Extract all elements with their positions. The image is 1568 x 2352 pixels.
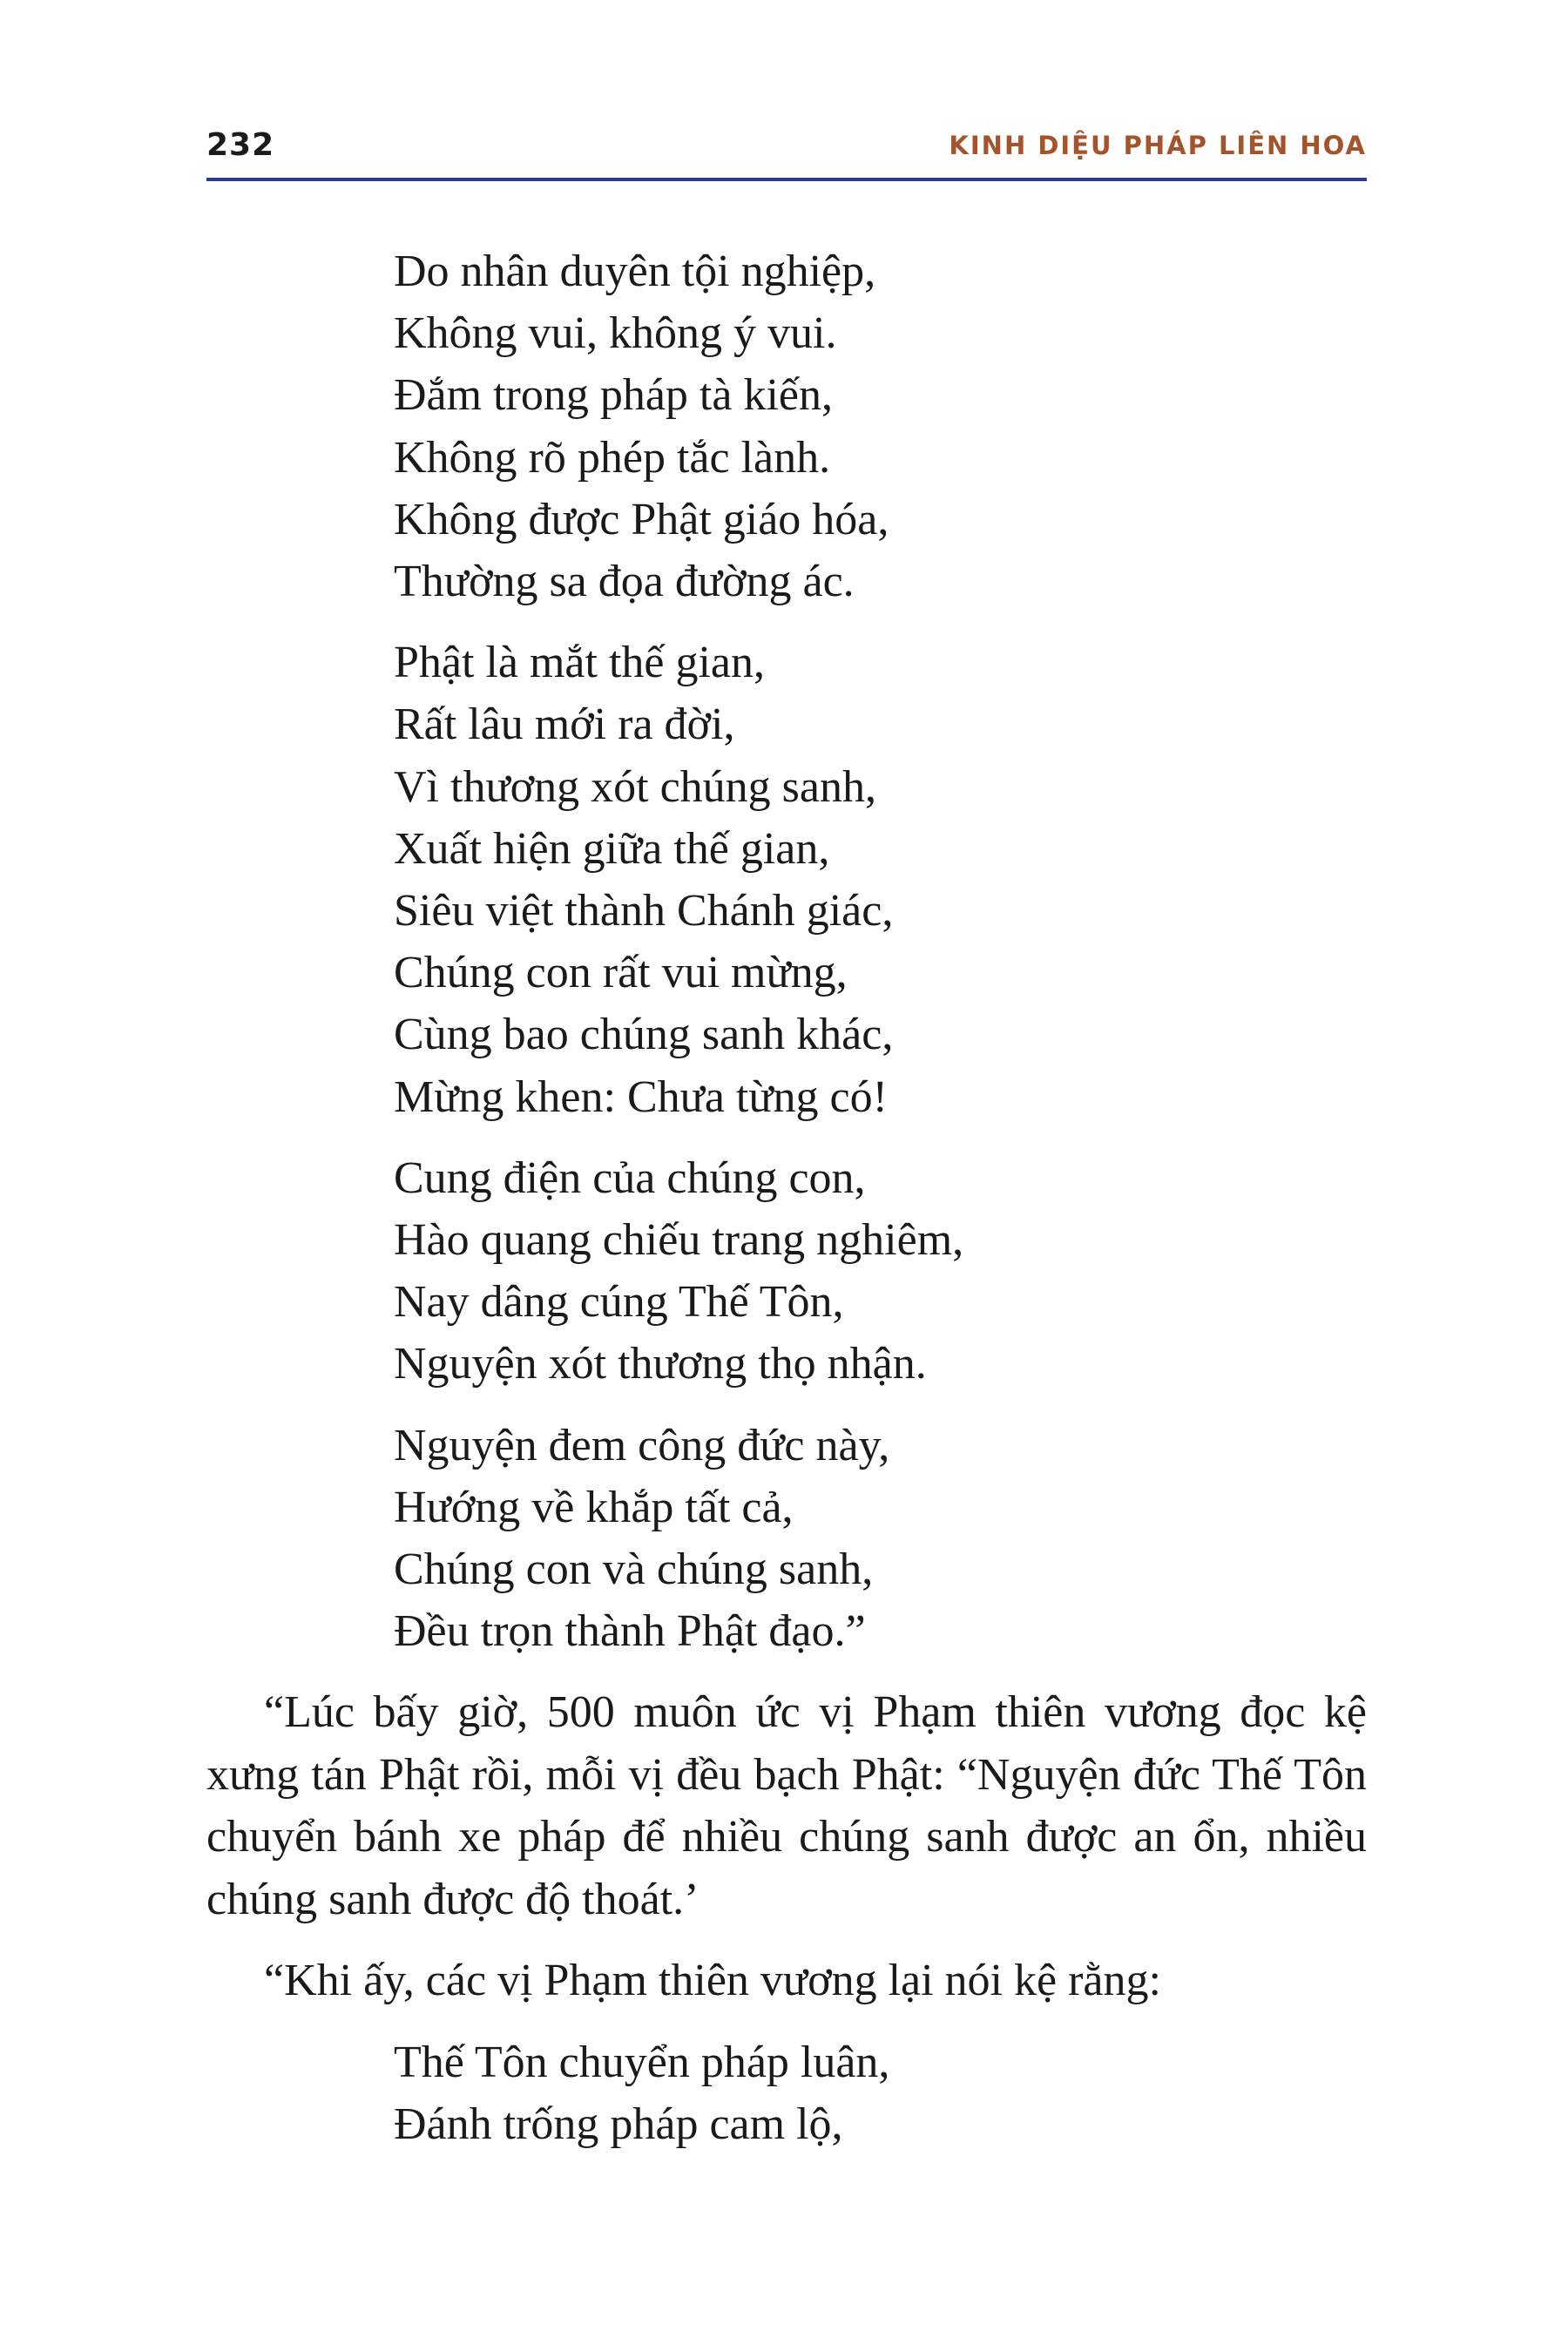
prose-paragraph-1: “Lúc bấy giờ, 500 muôn ức vị Phạm thiên vương đọc kệ xưng tán Phật rồi, mỗi vị đều bạch Phật: “Nguyện đức Thế Tôn chuyển bánh xe pháp để nhiều chúng sanh được an ổn, nhiều chúng sanh được độ thoát.’: [206, 1687, 1367, 1924]
verse-line: Đắm trong pháp tà kiến,: [394, 370, 833, 421]
verse-line: Nguyện xót thương thọ nhận.: [394, 1339, 927, 1389]
verse-line: Không vui, không ý vui.: [394, 308, 837, 359]
verse-line: Nguyện đem công đức này,: [394, 1420, 890, 1470]
verse-line: Mừng khen: Chưa từng có!: [394, 1071, 888, 1122]
page-header: [206, 120, 1367, 181]
verse-line: Hào quang chiếu trang nghiêm,: [394, 1215, 964, 1266]
verse-line: Đánh trống pháp cam lộ,: [394, 2099, 843, 2150]
verse-stanza-1: [394, 240, 1367, 612]
running-title: KINH DIỆU PHÁP LIÊN HOA: [949, 131, 1367, 160]
verse-line: Đều trọn thành Phật đạo.”: [394, 1606, 866, 1657]
verse-line: Không rõ phép tắc lành.: [394, 432, 831, 483]
verse-line: Chúng con rất vui mừng,: [394, 948, 848, 998]
verse-line: Không được Phật giáo hóa,: [394, 494, 889, 544]
verse-line: Cùng bao chúng sanh khác,: [394, 1010, 894, 1060]
verse-line: Siêu việt thành Chánh giác,: [394, 886, 894, 936]
verse-stanza-3: [394, 1147, 1367, 1396]
verse-line: Nay dâng cúng Thế Tôn,: [394, 1277, 844, 1328]
verse-stanza-2: [394, 632, 1367, 1128]
verse-line: Cung điện của chúng con,: [394, 1152, 866, 1203]
verse-stanza-5: [394, 2031, 1367, 2155]
verse-line: Thế Tôn chuyển pháp luân,: [394, 2037, 890, 2087]
verse-line: Do nhân duyên tội nghiệp,: [394, 247, 876, 296]
verse-line: Chúng con và chúng sanh,: [394, 1544, 874, 1595]
verse-stanza-4: [394, 1415, 1367, 1663]
prose-paragraph-2: “Khi ấy, các vị Phạm thiên vương lại nói kệ rằng:: [264, 1956, 1161, 2006]
verse-line: Vì thương xót chúng sanh,: [394, 761, 876, 812]
verse-line: Rất lâu mới ra đời,: [394, 700, 735, 750]
verse-line: Phật là mắt thế gian,: [394, 638, 766, 688]
verse-line: Thường sa đọa đường ác.: [394, 557, 855, 607]
page-body: [206, 240, 1367, 2174]
verse-line: Xuất hiện giữa thế gian,: [394, 823, 830, 874]
page-number: 232: [206, 127, 275, 163]
verse-line: Hướng về khắp tất cả,: [394, 1482, 794, 1532]
